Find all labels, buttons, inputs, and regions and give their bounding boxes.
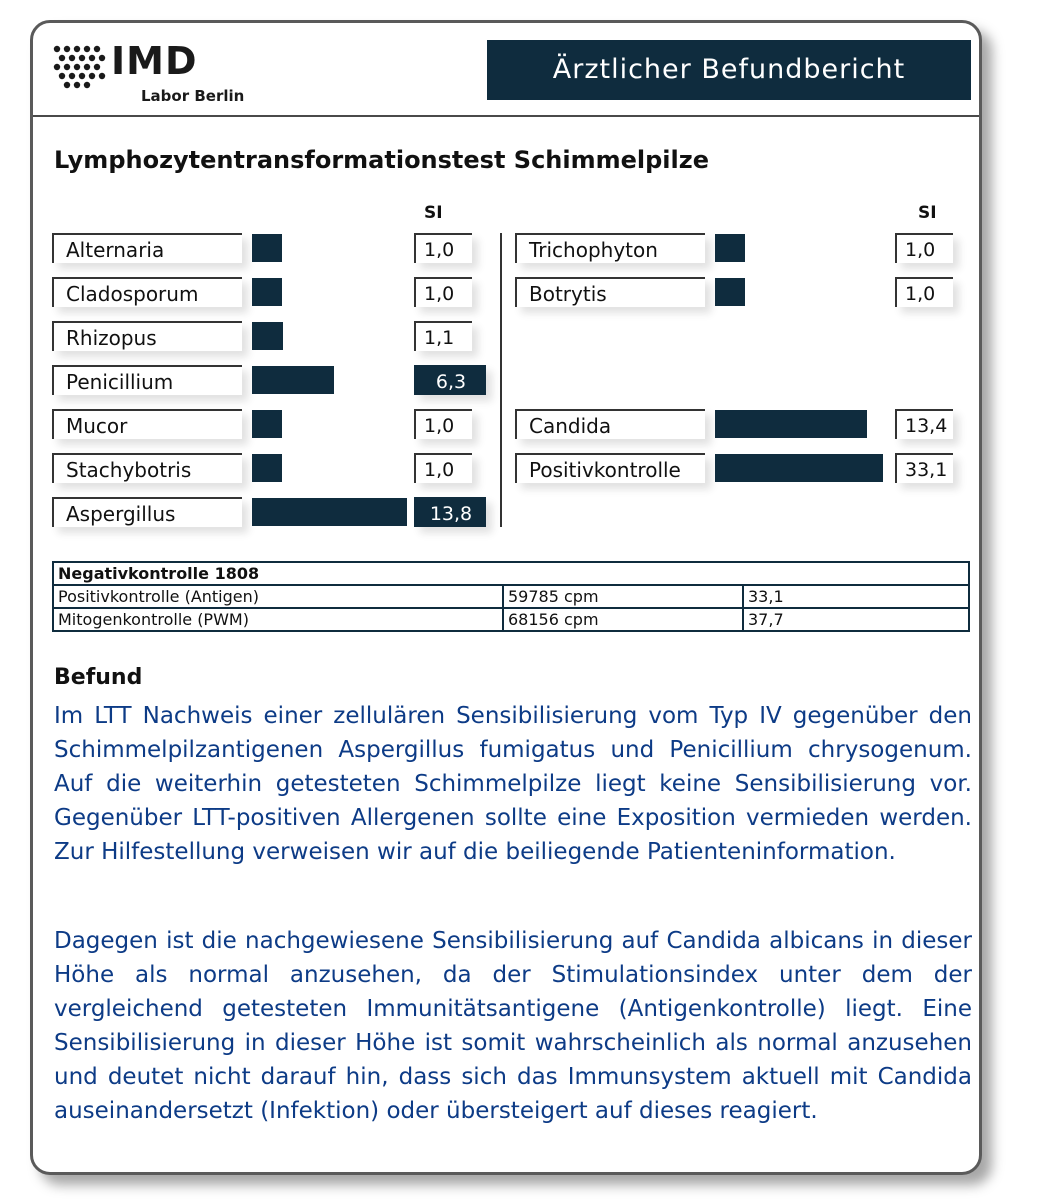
logo-dots-icon (51, 43, 107, 93)
si-header-right: SI (918, 203, 937, 223)
si-bar (715, 454, 883, 482)
logo-name: IMD (111, 39, 198, 83)
si-value: 1,1 (414, 321, 472, 351)
si-value: 1,0 (414, 409, 472, 439)
allergen-name: Positivkontrolle (515, 453, 705, 483)
si-bar (252, 278, 282, 306)
si-bar (252, 366, 334, 394)
controls-table (52, 561, 970, 632)
table-row (53, 585, 969, 608)
si-bar (252, 410, 282, 438)
allergen-name: Cladosporum (52, 277, 242, 307)
si-bar (252, 234, 282, 262)
allergen-name: Stachybotris (52, 453, 242, 483)
si-value: 33,1 (895, 453, 953, 483)
allergen-name: Mucor (52, 409, 242, 439)
si-value: 1,0 (895, 277, 953, 307)
si-value: 1,0 (414, 277, 472, 307)
befund-heading: Befund (54, 665, 143, 690)
control-si: 33,1 (743, 585, 969, 608)
control-cpm: 59785 cpm (503, 585, 743, 608)
allergen-name: Penicillium (52, 365, 242, 395)
befund-paragraph-2: Dagegen ist die nachgewiesene Sensibilisierung auf Candida albicans in dieser Höhe als normal anzusehen, da der Stimulationsindex unter dem der vergleichend getesteten Immunitätsantigene (Antigenkontrolle) liegt. Eine Sensibilisierung in dieser Höhe ist somit wahrscheinlich als normal anzusehen und deutet nicht darauf hin, dass sich das Immunsystem aktuell mit Candida auseinandersetzt (Infektion) oder übersteigert auf dieses reagiert. (54, 928, 972, 1124)
si-value: 13,4 (895, 409, 953, 439)
si-bar (252, 454, 282, 482)
si-value: 1,0 (414, 453, 472, 483)
si-bar (715, 278, 745, 306)
allergen-name: Rhizopus (52, 321, 242, 351)
allergen-name: Alternaria (52, 233, 242, 263)
table-row (53, 562, 969, 585)
si-bar (715, 234, 745, 262)
si-bar (252, 498, 407, 526)
control-label: Positivkontrolle (Antigen) (53, 585, 503, 608)
report-header (33, 23, 979, 117)
si-header-left: SI (424, 203, 443, 223)
report-card (30, 20, 982, 1175)
si-value: 6,3 (414, 365, 486, 395)
test-title: Lymphozytentransformationstest Schimmelpilze (54, 146, 710, 174)
allergen-name: Trichophyton (515, 233, 705, 263)
si-value: 1,0 (895, 233, 953, 263)
allergen-name: Candida (515, 409, 705, 439)
report-title: Ärztlicher Befundbericht (488, 41, 970, 99)
allergen-name: Aspergillus (52, 497, 242, 527)
si-bar (715, 410, 867, 438)
control-cpm: 68156 cpm (503, 608, 743, 631)
negative-control: Negativkontrolle 1808 (53, 562, 969, 585)
logo-subtitle: Labor Berlin (141, 87, 245, 105)
control-si: 37,7 (743, 608, 969, 631)
si-value: 1,0 (414, 233, 472, 263)
si-value: 13,8 (414, 497, 486, 527)
si-bar (252, 322, 283, 350)
allergen-name: Botrytis (515, 277, 705, 307)
table-row (53, 608, 969, 631)
column-divider (500, 233, 502, 527)
control-label: Mitogenkontrolle (PWM) (53, 608, 503, 631)
befund-paragraph-1: Im LTT Nachweis einer zellulären Sensibilisierung vom Typ IV gegenüber den Schimmelpilzantigenen Aspergillus fumigatus und Penicillium chrysogenum. Auf die weiterhin getesteten Schimmelpilze liegt keine Sensibilisierung vor. Gegenüber LTT-positiven Allergenen sollte eine Exposition vermieden werden. Zur Hilfestellung verweisen wir auf die beiliegende Patienteninformation. (54, 703, 972, 865)
